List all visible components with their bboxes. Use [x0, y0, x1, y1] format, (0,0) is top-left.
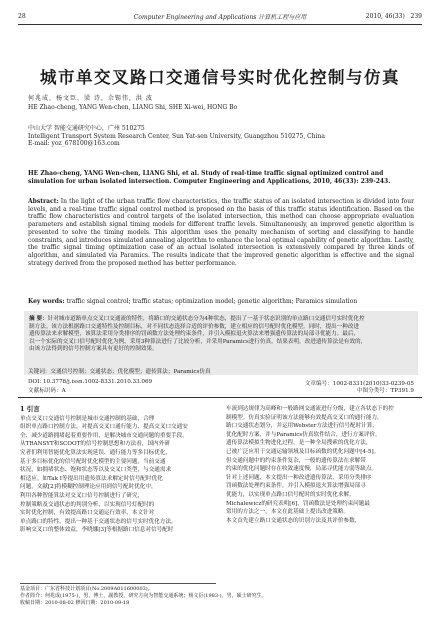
- body-text-line: 影响交叉口的整体效益，李晓娜[3]等根据路口信息对信号配时: [20, 527, 174, 534]
- body-text-line: 基于多目标优化的信号配时优化模型的主要问题，当前交通: [20, 458, 166, 465]
- journal-title: Computer Engineering and Applications: [133, 13, 257, 21]
- body-text-line: 已被广泛应用于交通运输领域及目标函数的优化问题中[4-5]。: [226, 448, 380, 455]
- abstract-cn: [24, 311, 418, 375]
- abstract-en: [28, 198, 414, 267]
- header-journal: [18, 12, 422, 21]
- body-text-line: 控制策略及交通状态的判别分析，以实现信号灯配时的: [20, 501, 155, 508]
- body-text-line: 从TRANSYT和SCOOT的信号控制思想和方法看，国内外研: [20, 441, 170, 448]
- abstract-text: In the light of the urban traffic flow characteristics, the traffic status of an isolated intersection is divided into four levels, and a real-time traffic signal control method is proposed on the basis of this traffic status identification. Based on the traffic flow characteristics and control targets of the isolated intersection, this method can choose appropriate evaluation parameters and establish signal timing models for different traffic levels. Simultaneously, an improved genetic algorithm is presented to solve the timing models. This algorithm uses the penalty mechanism of sorting and classifying to handle constraints, and introduces simulated annealing algorithm to enhance the local optimal capability of genetic algorithm. Lastly, the traffic signal timing optimization case of an actual isolated intersection is extensively compared by three kinds of algorithm, and simulated via Paramics. The results indicate that the improved genetic algorithm is effective and the signal strategy derived from the proposed method has better performance.: [28, 198, 414, 267]
- body-text-line: 实时优化控制，有效提高路口交通运行效率，本文针对: [20, 510, 155, 517]
- body-text-line: 制模型。仿真实验证明该方法能够有效提高交叉口的通行能力，: [226, 414, 383, 421]
- body-text-line: Michalewicz的研究表明[6]，罚函数法是处理约束问题最: [226, 500, 370, 507]
- abstract-cn-line: 制方法。该方法根据路口交通特性及控制目标，对不同状态选择合适的评价参数，建立相应的信号配时优化模型。同时，提出一种改进: [29, 323, 360, 330]
- abstract-cn-label: 摘 要：: [29, 316, 48, 322]
- page-number: 239: [410, 12, 422, 20]
- doc-code: 文献标识码：A: [28, 388, 66, 394]
- header-page-left: 28: [18, 12, 26, 20]
- affiliation-en: Intelligent Transport System Research Center, Sun Yat-sen University, Guangzhou 510275, China: [28, 132, 325, 140]
- body-text-line: 优化配时方案，并与Paramics仿真软件结合，进行方案评价。: [226, 431, 381, 438]
- abstract-cn-line: 遗传算法来求解模型，该算法采用分类排序的罚函数方法处理约束条件，并引入模拟退火算法来增强遗传算法的局部寻优能力。最后，: [29, 331, 360, 337]
- body-right-column: [226, 405, 422, 525]
- abstract-cn-line: 由该方法得到的信号控制方案具有更好的控制效果。: [29, 346, 158, 352]
- body-text-line: 组织单点路口控制方法，对提高交叉口通行能力、提高交叉口交通安: [20, 424, 188, 431]
- body-text-line: 单点路口的特性，提出一种基于交通状态的信号实时优化方法，: [20, 518, 177, 525]
- footnote: [20, 583, 267, 606]
- keywords-text: traffic signal control; traffic status; optimization model; genetic algorithm; Paramics simulation: [66, 298, 358, 305]
- issue: 2010, 46(33): [365, 12, 405, 20]
- body-text-line: 相适应。如Tak Ⅰ等提出用遗传算法求解定时信号配时优化: [20, 475, 163, 482]
- authors-cn: 何兆成，杨文臣，梁 诗，佘锡伟，洪 波: [28, 95, 153, 102]
- keywords-cn: 关键词：交通信号控制；交通状态；优化模型；遗传算法；Paramics仿真: [28, 369, 211, 375]
- article-meta-2: [28, 386, 414, 394]
- body-text-line: 罚函数法处理约束条件，并引入模拟退火算法增强局部寻: [226, 483, 366, 490]
- body-text-line: 但交通问题中的约束条件复杂，一般的遗传算法在求解带: [226, 457, 366, 464]
- footnote-funding: 基金项目：广东省科技计划项目(No.2009A011600003)。: [20, 586, 153, 592]
- body-text-line: 路口交通状态划分，并运用Webster方法进行信号配时计算，: [226, 423, 378, 430]
- keywords-label: Key words:: [28, 298, 65, 305]
- keywords-en: [28, 298, 414, 306]
- affiliation: [28, 125, 414, 148]
- running-header: [18, 8, 422, 25]
- doi[interactable]: DOI: 10.3778/j.issn.1002-8331.2010.33.069: [28, 379, 153, 385]
- body-text-line: 常用的方法之一，本文在此基础上提出改进策略。: [226, 509, 350, 516]
- body-text-line: 问题，文献[2]将模糊控制理论应用到信号配时优化中，: [20, 484, 157, 491]
- abstract-cn-line: 摘 要：针对城市道路单点交叉口交通流的特性，将路口的交通状态分为4种状态，提出了一基于状态识别的单点路口交通信号实时优化控: [29, 316, 365, 322]
- abstract-label: Abstract:: [28, 198, 59, 205]
- body-text-line: 遗传算法模拟生物进化过程，是一种全局搜索的优化方法，: [226, 440, 372, 447]
- body-text-line: 车流到达规律为高峰和一般路网交通流进行分级，建立各状态下的控: [226, 406, 394, 412]
- authors-en: HE Zhao-cheng, YANG Wen-chen, LIANG Shi, SHE Xi-wei, HONG Bo: [28, 104, 238, 111]
- section-heading: 1 引言: [20, 405, 40, 413]
- article-number: 文章编号：1002-8331(2010)33-0239-05: [304, 381, 414, 387]
- body-text-line: 究者们利用智能优化算法实现延误、通行能力等多目标优化，: [20, 449, 172, 456]
- abstract-cn-line: 以一个实际的交叉口信号配时优化为例，采用3种算法进行了比较分析，并采用Paramics进行仿真。结果表明，改进遗传算法是有效的，: [29, 338, 367, 345]
- clc-number: 中图分类号：TP391.9: [356, 388, 414, 394]
- email[interactable]: E-mail: yoz_678100@163.com: [28, 140, 120, 148]
- body-text-line: 利用各种智能算法对交叉口信号控制进行了研究，: [20, 492, 144, 499]
- footnote-author: 作者简介：何兆成(1975-)，男，博士，副教授，研究方向为智能交通系统；杨文臣(1983-)，男，硕士研究生。: [20, 592, 267, 599]
- body-text-line: 优能力，以实现单点路口信号配时的实时优化求解，: [226, 491, 355, 498]
- affiliation-cn: 中山大学 智能交通研究中心，广州 510275: [28, 125, 145, 132]
- footnote-dates: 收稿日期：2010-08-02 修回日期：2010-09-18: [20, 599, 130, 606]
- citation: HE Zhao-cheng, YANG Wen-chen, LIANG Shi, et al. Study of real-time traffic signal optimized control and simulation for urban isolated intersection. Computer Engineering and Applications, 2010, 46(33): 239-243.: [28, 170, 391, 185]
- body-text-line: 本文首先建立路口交通状态的识别方法及其评价参数，: [226, 517, 361, 524]
- body-left-column: [20, 405, 216, 535]
- body-text-line: 单点交叉口交通信号控制是城市交通控制的基础，合理: [20, 415, 155, 422]
- body-text-line: 状况，如拥堵状态、饱和状态等以及交叉口类型，与交通需求: [20, 467, 172, 474]
- journal-title-cn: 计算机工程与应用: [258, 13, 307, 21]
- paper-title: 城市单交叉路口交通信号实时优化控制与仿真: [40, 68, 400, 87]
- divider: [18, 397, 422, 398]
- body-text-line: 全、减少道路拥堵起着重要作用，是解决城市交通问题的重要手段。: [20, 432, 188, 439]
- body-text-line: 针对上述问题，本文提出一种改进遗传算法，采用分类排序: [226, 474, 372, 481]
- body-text-line: 约束的优化问题时存在收敛速度慢，局部寻优能力弱等缺点。: [226, 466, 378, 473]
